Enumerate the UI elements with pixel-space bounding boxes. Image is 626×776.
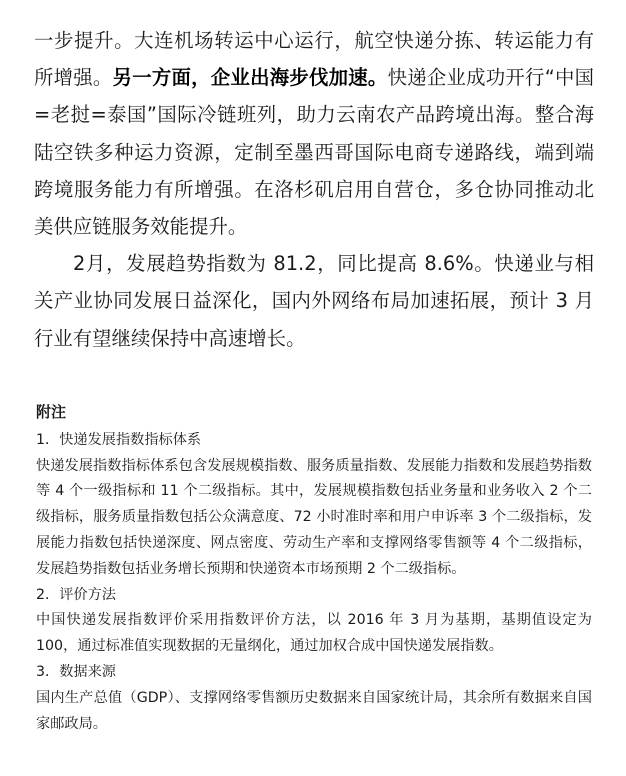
note-body: 快递发展指数指标体系包含发展规模指数、服务质量指数、发展能力指数和发展趋势指数等 4 个一级指标和 11 个二级指标。其中，发展规模指数包括业务量和业务收入 2 个二级指标，服务质量指数包括公众满意度、72 小时准时率和用户申诉率 3 个二级指标，发展能力指数包括快递深度、网点密度、劳动生产率和支撑网络零售额等 4 个二级指标，发展趋势指数包括业务增长预期和快递资本市场预期 2 个二级指标。 xyxy=(36,457,592,577)
paragraph-trend-index xyxy=(34,245,594,357)
note-heading: 2．评价方法 xyxy=(36,586,116,603)
paragraph-text: 快递企业成功开行“中国=老挝=泰国”国际冷链班列，助力云南农产品跨境出海。整合海陆空铁多种运力资源，定制至墨西哥国际电商专递路线，端到端跨境服务能力有所增强。在洛杉矶启用自营仓，多仓协同推动北美供应链服务效能提升。 xyxy=(34,66,595,239)
note-body: 国内生产总值（GDP）、支撑网络零售额历史数据来自国家统计局，其余所有数据来自国家邮政局。 xyxy=(36,689,592,732)
note-heading: 3．数据来源 xyxy=(36,663,116,680)
notes-section xyxy=(36,400,592,737)
paragraph-text: 2月，发展趋势指数为 81.2，同比提高 8.6%。快递业与相关产业协同发展日益深化，国内外网络布局加速拓展，预计 3 月行业有望继续保持中高速增长。 xyxy=(34,252,594,350)
paragraph-text: 一步提升。大连机场转运中心运行，航空快递分拣、转运能力有所增强。 xyxy=(34,29,594,90)
note-body: 中国快递发展指数评价采用指数评价方法，以 2016 年 3 月为基期，基期值设定为 100，通过标准值实现数据的无量纲化，通过加权合成中国快递发展指数。 xyxy=(36,612,592,655)
paragraph-enterprise-overseas xyxy=(34,22,594,245)
notes-title: 附注 xyxy=(36,403,67,421)
bold-highlight-text: 另一方面，企业出海步伐加速。 xyxy=(112,66,388,90)
note-heading: 1．快递发展指数指标体系 xyxy=(36,431,202,448)
main-body-text xyxy=(34,22,594,357)
